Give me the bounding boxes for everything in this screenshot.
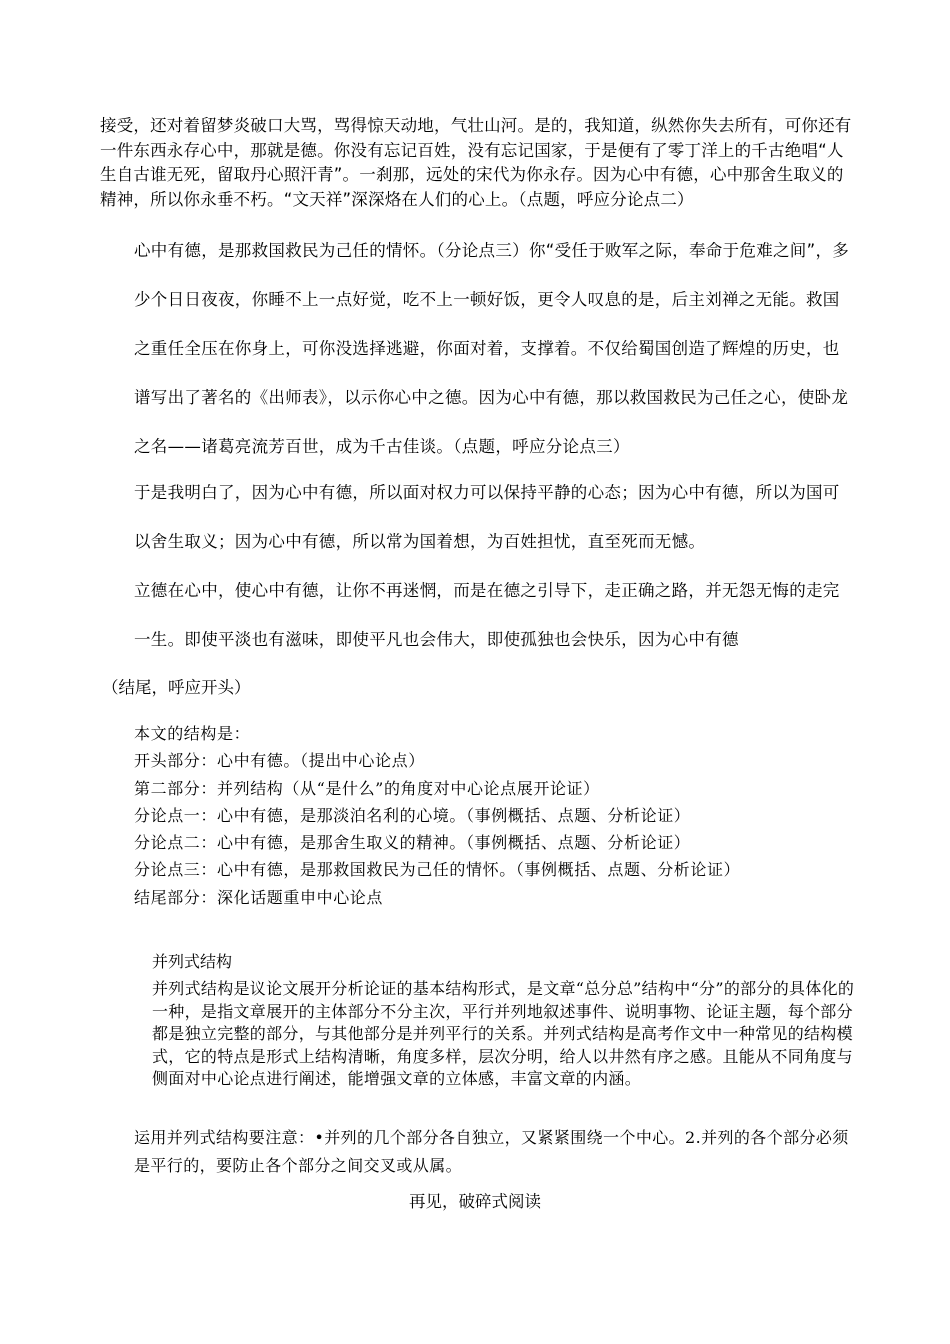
parallel-body: [100, 978, 860, 1091]
structure-item: 分论点二：心中有德，是那舍生取义的精神。（事例概括、点题、分析论证）: [134, 833, 691, 853]
structure-outline: [134, 720, 740, 911]
structure-item: 结尾部分：深化话题重申中心论点: [134, 887, 384, 907]
essay-paragraph-section3-text: 心中有德，是那救国救民为己任的情怀。（分论点三）你“受任于败军之际，奉命于危难之间”，多少个日日夜夜，你睡不上一点好觉，吃不上一顿好饭，更令人叹息的是，后主刘禅之无能。救国之重任全压在你身上，可你没选择逃避，你面对着，支撑着。不仅给蜀国创造了辉煌的历史，也谱写出了著名的《出师表》，以示你心中之德。因为心中有德，那以救国救民为己任之心，使卧龙之名——诸葛亮流芳百世，成为千古佳谈。（点题，呼应分论点三）: [134, 241, 850, 456]
essay-paragraph-section3: [100, 226, 850, 471]
structure-intro: 本文的结构是：: [134, 724, 251, 743]
footer-title: 再见，破碎式阅读: [409, 1192, 541, 1211]
essay-paragraph-section2-end: 接受，还对着留梦炎破口大骂，骂得惊天动地，气壮山河。是的，我知道，纵然你失去所有，可你还有一件东西永存心中，那就是德。你没有忘记百姓，没有忘记国家，于是便有了零丁洋上的千古绝唱“人生自古谁无死，留取丹心照汗青”。一刹那，远处的宋代为你永存。因为心中有德，心中那舍生取义的精神，所以你永垂不朽。“文天祥”深深烙在人们的心上。（点题，呼应分论点二）: [100, 116, 852, 209]
section-title-parallel: 并列式结构: [152, 952, 233, 971]
structure-item: 分论点三：心中有德，是那救国救民为己任的情怀。（事例概括、点题、分析论证）: [134, 860, 741, 880]
parallel-note: [100, 1124, 860, 1179]
parallel-body-text: 并列式结构是议论文展开分析论证的基本结构形式，是文章“总分总”结构中“分”的部分的具体化的一种，是指文章展开的主体部分不分主次，平行并列地叙述事件、说明事物、论证主题，每个部分都是独立完整的部分，与其他部分是并列平行的关系。并列式结构是高考作文中一种常见的结构模式，它的特点是形式上结构清晰，角度多样，层次分明，给人以井然有序之感。且能从不同角度与侧面对中心论点进行阐述，能增强文章的立体感，丰富文章的内涵。: [152, 979, 855, 1089]
essay-ending-note: （结尾，呼应开头）: [102, 678, 251, 697]
essay-paragraph-conclusion: [100, 468, 850, 566]
structure-item: 开头部分：心中有德。（提出中心论点）: [134, 751, 425, 771]
structure-item: 分论点一：心中有德，是那淡泊名利的心境。（事例概括、点题、分析论证）: [134, 805, 691, 825]
structure-item: 第二部分：并列结构（从“是什么”的角度对中心论点展开论证）: [134, 778, 600, 798]
essay-paragraph-final-text: 立德在心中，使心中有德，让你不再迷惘，而是在德之引导下，走正确之路，并无怨无悔的走完一生。即使平淡也有滋味，即使平凡也会伟大，即使孤独也会快乐，因为心中有德: [134, 581, 840, 649]
essay-paragraph-final: [100, 566, 850, 664]
essay-paragraph-conclusion-text: 于是我明白了，因为心中有德，所以面对权力可以保持平静的心态；因为心中有德，所以为国可以舍生取义；因为心中有德，所以常为国着想，为百姓担忧，直至死而无憾。: [134, 483, 840, 551]
parallel-note-text: 运用并列式结构要注意：•并列的几个部分各自独立，又紧紧围绕一个中心。2.并列的各个部分必须是平行的，要防止各个部分之间交叉或从属。: [134, 1128, 849, 1175]
